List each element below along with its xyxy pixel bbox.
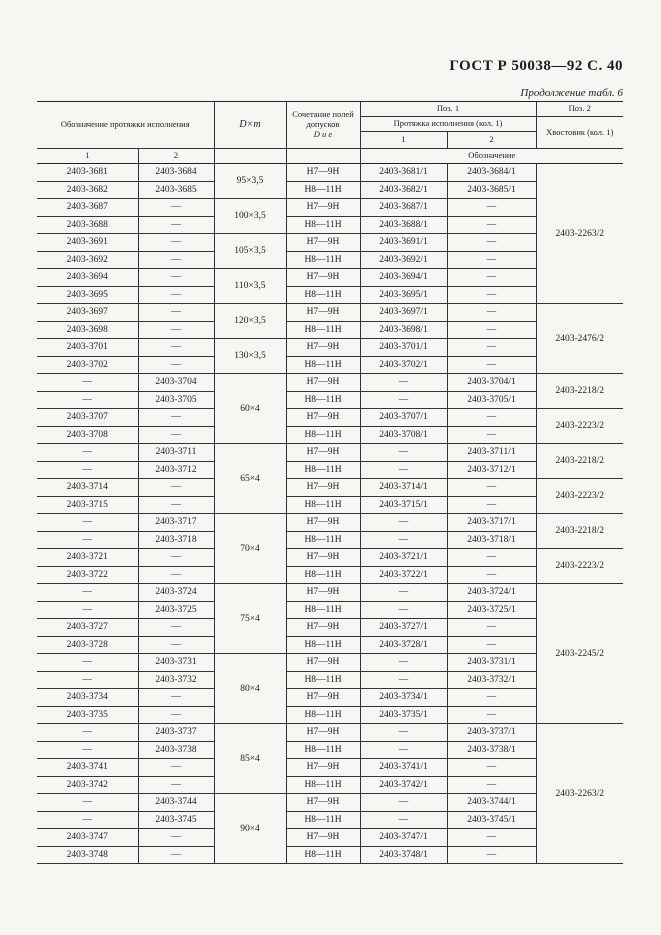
cell-pos1-col1: — [360, 461, 447, 479]
cell-designation-1: 2403-3695 [37, 286, 138, 304]
table-row [37, 619, 623, 637]
cell-pos1-col1: 2403-3688/1 [360, 216, 447, 234]
cell-shank: 2403-2223/2 [536, 549, 623, 584]
cell-pos1-col2: 2403-3738/1 [447, 741, 536, 759]
cell-tolerance: Н8—11Н [286, 181, 360, 199]
header-designation: Обозначение протяжки исполнения [37, 102, 214, 149]
cell-designation-1: 2403-3688 [37, 216, 138, 234]
cell-tolerance: Н7—9Н [286, 199, 360, 217]
cell-shank: 2403-2263/2 [536, 164, 623, 304]
cell-pos1-col1: 2403-3691/1 [360, 234, 447, 252]
header-col2: 2 [138, 149, 214, 164]
cell-designation-2: 2403-3732 [138, 671, 214, 689]
page-header: ГОСТ Р 50038—92 С. 40 [449, 58, 623, 74]
cell-designation-1: 2403-3721 [37, 549, 138, 567]
table-row [37, 409, 623, 427]
table-row [37, 269, 623, 287]
cell-tolerance: Н7—9Н [286, 339, 360, 357]
cell-designation-1: 2403-3747 [37, 829, 138, 847]
cell-pos1-col2: 2403-3731/1 [447, 654, 536, 672]
cell-pos1-col2: — [447, 636, 536, 654]
cell-pos1-col1: 2403-3722/1 [360, 566, 447, 584]
table-row [37, 304, 623, 322]
cell-tolerance: Н8—11Н [286, 741, 360, 759]
table-row [37, 741, 623, 759]
table-row [37, 671, 623, 689]
table-row [37, 496, 623, 514]
cell-designation-2: 2403-3684 [138, 164, 214, 182]
cell-shank: 2403-2223/2 [536, 409, 623, 444]
cell-tolerance: Н8—11Н [286, 531, 360, 549]
cell-designation-2: — [138, 496, 214, 514]
table-row [37, 461, 623, 479]
table-row [37, 584, 623, 602]
cell-tolerance: Н7—9Н [286, 304, 360, 322]
cell-pos1-col2: 2403-3724/1 [447, 584, 536, 602]
cell-pos1-col2: 2403-3717/1 [447, 514, 536, 532]
cell-tolerance: Н8—11Н [286, 846, 360, 864]
cell-designation-2: — [138, 356, 214, 374]
cell-tolerance: Н7—9Н [286, 724, 360, 742]
cell-pos1-col2: 2403-3744/1 [447, 794, 536, 812]
table-row [37, 811, 623, 829]
cell-shank: 2403-2218/2 [536, 374, 623, 409]
cell-tolerance: Н8—11Н [286, 251, 360, 269]
cell-tolerance: Н7—9Н [286, 374, 360, 392]
cell-pos1-col2: — [447, 216, 536, 234]
cell-pos1-col1: 2403-3747/1 [360, 829, 447, 847]
cell-shank: 2403-2245/2 [536, 584, 623, 724]
cell-designation-2: — [138, 706, 214, 724]
table-row [37, 794, 623, 812]
cell-dxm: 95×3,5 [214, 164, 286, 199]
table-row [37, 391, 623, 409]
cell-designation-2: — [138, 234, 214, 252]
cell-pos1-col1: — [360, 374, 447, 392]
header-blank-tolerance [286, 149, 360, 164]
header-tolerance-label: Сочетание полей допусков [292, 109, 354, 130]
cell-tolerance: Н8—11Н [286, 321, 360, 339]
cell-designation-2: — [138, 304, 214, 322]
cell-designation-2: 2403-3705 [138, 391, 214, 409]
cell-pos1-col1: — [360, 724, 447, 742]
cell-pos1-col1: 2403-3714/1 [360, 479, 447, 497]
cell-pos1-col2: — [447, 479, 536, 497]
table-row [37, 251, 623, 269]
cell-designation-2: — [138, 759, 214, 777]
cell-pos1-col2: 2403-3712/1 [447, 461, 536, 479]
cell-shank: 2403-2476/2 [536, 304, 623, 374]
table-row [37, 286, 623, 304]
cell-shank: 2403-2218/2 [536, 514, 623, 549]
cell-pos1-col1: 2403-3708/1 [360, 426, 447, 444]
cell-designation-1: — [37, 374, 138, 392]
table-row [37, 636, 623, 654]
cell-designation-2: — [138, 216, 214, 234]
drawing-table [37, 101, 623, 864]
cell-tolerance: Н7—9Н [286, 269, 360, 287]
cell-pos1-col2: — [447, 426, 536, 444]
cell-designation-1: 2403-3728 [37, 636, 138, 654]
cell-tolerance: Н8—11Н [286, 776, 360, 794]
cell-designation-2: 2403-3711 [138, 444, 214, 462]
cell-designation-1: — [37, 811, 138, 829]
cell-pos1-col2: — [447, 409, 536, 427]
cell-tolerance: Н7—9Н [286, 514, 360, 532]
cell-pos1-col1: — [360, 391, 447, 409]
cell-pos1-col1: — [360, 444, 447, 462]
cell-designation-1: — [37, 584, 138, 602]
cell-pos1-col2: 2403-3737/1 [447, 724, 536, 742]
cell-designation-1: 2403-3707 [37, 409, 138, 427]
cell-tolerance: Н8—11Н [286, 286, 360, 304]
cell-pos1-col2: — [447, 269, 536, 287]
cell-shank: 2403-2218/2 [536, 444, 623, 479]
cell-tolerance: Н7—9Н [286, 689, 360, 707]
cell-tolerance: Н7—9Н [286, 234, 360, 252]
cell-designation-1: — [37, 601, 138, 619]
cell-designation-1: — [37, 654, 138, 672]
cell-designation-2: — [138, 409, 214, 427]
cell-designation-2: — [138, 636, 214, 654]
cell-tolerance: Н8—11Н [286, 671, 360, 689]
cell-tolerance: Н7—9Н [286, 479, 360, 497]
cell-designation-2: — [138, 269, 214, 287]
cell-pos1-col2: 2403-3705/1 [447, 391, 536, 409]
table-row [37, 654, 623, 672]
cell-pos1-col2: 2403-3685/1 [447, 181, 536, 199]
cell-tolerance: Н8—11Н [286, 426, 360, 444]
cell-pos1-col2: — [447, 356, 536, 374]
table-body [37, 164, 623, 864]
cell-designation-1: 2403-3682 [37, 181, 138, 199]
cell-pos1-col2: — [447, 776, 536, 794]
cell-dxm: 70×4 [214, 514, 286, 584]
cell-pos1-col1: 2403-3728/1 [360, 636, 447, 654]
cell-designation-2: 2403-3685 [138, 181, 214, 199]
cell-tolerance: Н8—11Н [286, 356, 360, 374]
cell-pos1-col2: 2403-3711/1 [447, 444, 536, 462]
cell-pos1-col1: — [360, 514, 447, 532]
cell-tolerance: Н7—9Н [286, 794, 360, 812]
cell-designation-2: 2403-3718 [138, 531, 214, 549]
cell-tolerance: Н8—11Н [286, 496, 360, 514]
cell-pos1-col2: — [447, 549, 536, 567]
table-row [37, 846, 623, 864]
table-row [37, 444, 623, 462]
cell-tolerance: Н7—9Н [286, 584, 360, 602]
table-row [37, 164, 623, 182]
cell-designation-1: — [37, 724, 138, 742]
cell-pos1-col1: — [360, 601, 447, 619]
table-row [37, 356, 623, 374]
cell-tolerance: Н8—11Н [286, 461, 360, 479]
table-row [37, 514, 623, 532]
cell-dxm: 100×3,5 [214, 199, 286, 234]
cell-dxm: 105×3,5 [214, 234, 286, 269]
cell-pos1-col1: 2403-3721/1 [360, 549, 447, 567]
cell-designation-2: — [138, 479, 214, 497]
cell-dxm: 110×3,5 [214, 269, 286, 304]
cell-pos1-col1: 2403-3694/1 [360, 269, 447, 287]
cell-designation-1: 2403-3742 [37, 776, 138, 794]
cell-designation-2: 2403-3704 [138, 374, 214, 392]
cell-pos1-col2: — [447, 339, 536, 357]
cell-pos1-col2: 2403-3745/1 [447, 811, 536, 829]
cell-designation-1: 2403-3708 [37, 426, 138, 444]
table-row [37, 321, 623, 339]
header-pos2: Поз. 2 [536, 102, 623, 117]
cell-designation-1: — [37, 531, 138, 549]
table-row [37, 199, 623, 217]
table-row [37, 776, 623, 794]
cell-designation-1: 2403-3701 [37, 339, 138, 357]
cell-designation-2: 2403-3724 [138, 584, 214, 602]
cell-pos1-col1: 2403-3748/1 [360, 846, 447, 864]
cell-pos1-col2: — [447, 689, 536, 707]
header-blank-dxm [214, 149, 286, 164]
cell-shank: 2403-2263/2 [536, 724, 623, 864]
cell-pos1-col2: — [447, 251, 536, 269]
cell-pos1-col2: — [447, 304, 536, 322]
cell-tolerance: Н8—11Н [286, 216, 360, 234]
cell-designation-2: 2403-3745 [138, 811, 214, 829]
cell-designation-2: 2403-3725 [138, 601, 214, 619]
table-row [37, 339, 623, 357]
cell-designation-2: — [138, 426, 214, 444]
cell-tolerance: Н7—9Н [286, 164, 360, 182]
header-tolerance [286, 102, 360, 149]
cell-designation-2: 2403-3737 [138, 724, 214, 742]
cell-designation-2: 2403-3744 [138, 794, 214, 812]
table-row [37, 181, 623, 199]
cell-pos1-col1: — [360, 531, 447, 549]
cell-pos1-col2: 2403-3704/1 [447, 374, 536, 392]
cell-pos1-col2: — [447, 321, 536, 339]
cell-pos1-col1: 2403-3698/1 [360, 321, 447, 339]
cell-designation-1: 2403-3697 [37, 304, 138, 322]
cell-designation-1: — [37, 794, 138, 812]
cell-designation-2: — [138, 339, 214, 357]
cell-pos1-col1: 2403-3692/1 [360, 251, 447, 269]
cell-pos1-col1: 2403-3695/1 [360, 286, 447, 304]
cell-designation-2: — [138, 689, 214, 707]
cell-dxm: 130×3,5 [214, 339, 286, 374]
table-row [37, 426, 623, 444]
header-broach-exec: Протяжка исполнения (кол. 1) [360, 117, 536, 132]
cell-pos1-col1: — [360, 794, 447, 812]
table-row [37, 531, 623, 549]
cell-pos1-col1: 2403-3727/1 [360, 619, 447, 637]
cell-dxm: 80×4 [214, 654, 286, 724]
table-row [37, 216, 623, 234]
table-row [37, 549, 623, 567]
cell-pos1-col2: — [447, 846, 536, 864]
cell-designation-2: — [138, 321, 214, 339]
cell-tolerance: Н7—9Н [286, 444, 360, 462]
cell-tolerance: Н7—9Н [286, 549, 360, 567]
header-dxm: D×m [214, 102, 286, 149]
cell-pos1-col1: — [360, 671, 447, 689]
cell-designation-1: 2403-3714 [37, 479, 138, 497]
cell-pos1-col1: 2403-3701/1 [360, 339, 447, 357]
cell-designation-2: — [138, 846, 214, 864]
cell-tolerance: Н8—11Н [286, 601, 360, 619]
cell-pos1-col1: 2403-3707/1 [360, 409, 447, 427]
cell-tolerance: Н8—11Н [286, 706, 360, 724]
cell-pos1-col2: — [447, 234, 536, 252]
cell-designation-1: 2403-3741 [37, 759, 138, 777]
cell-tolerance: Н8—11Н [286, 391, 360, 409]
cell-designation-1: 2403-3722 [37, 566, 138, 584]
cell-designation-2: — [138, 566, 214, 584]
table-row [37, 706, 623, 724]
cell-pos1-col1: 2403-3682/1 [360, 181, 447, 199]
cell-pos1-col2: — [447, 496, 536, 514]
table-row [37, 234, 623, 252]
cell-tolerance: Н8—11Н [286, 811, 360, 829]
table-row [37, 566, 623, 584]
cell-designation-2: — [138, 549, 214, 567]
cell-designation-1: 2403-3734 [37, 689, 138, 707]
cell-tolerance: Н7—9Н [286, 654, 360, 672]
cell-designation-2: 2403-3731 [138, 654, 214, 672]
cell-pos1-col2: 2403-3725/1 [447, 601, 536, 619]
table-row [37, 479, 623, 497]
cell-pos1-col2: — [447, 829, 536, 847]
cell-designation-1: 2403-3692 [37, 251, 138, 269]
table-row [37, 829, 623, 847]
cell-designation-1: — [37, 741, 138, 759]
cell-pos1-col2: 2403-3718/1 [447, 531, 536, 549]
table-row [37, 689, 623, 707]
cell-pos1-col2: 2403-3732/1 [447, 671, 536, 689]
cell-tolerance: Н7—9Н [286, 409, 360, 427]
cell-pos1-col1: 2403-3741/1 [360, 759, 447, 777]
cell-dxm: 90×4 [214, 794, 286, 864]
cell-designation-1: — [37, 391, 138, 409]
header-shank: Хвостовик (кол. 1) [536, 117, 623, 149]
cell-designation-2: 2403-3738 [138, 741, 214, 759]
header-designation-short: Обозначение [360, 149, 623, 164]
cell-designation-1: 2403-3691 [37, 234, 138, 252]
cell-pos1-col1: 2403-3697/1 [360, 304, 447, 322]
cell-shank: 2403-2223/2 [536, 479, 623, 514]
header-col1: 1 [37, 149, 138, 164]
cell-tolerance: Н7—9Н [286, 619, 360, 637]
cell-pos1-col2: — [447, 286, 536, 304]
cell-pos1-col1: — [360, 584, 447, 602]
cell-designation-2: 2403-3717 [138, 514, 214, 532]
cell-designation-2: — [138, 251, 214, 269]
cell-designation-1: — [37, 514, 138, 532]
cell-designation-2: — [138, 829, 214, 847]
header-pos1: Поз. 1 [360, 102, 536, 117]
cell-designation-1: — [37, 444, 138, 462]
cell-pos1-col1: 2403-3681/1 [360, 164, 447, 182]
cell-tolerance: Н8—11Н [286, 566, 360, 584]
cell-designation-1: 2403-3694 [37, 269, 138, 287]
table-row [37, 724, 623, 742]
cell-pos1-col2: 2403-3684/1 [447, 164, 536, 182]
cell-designation-1: 2403-3735 [37, 706, 138, 724]
cell-dxm: 120×3,5 [214, 304, 286, 339]
cell-pos1-col1: — [360, 811, 447, 829]
cell-tolerance: Н7—9Н [286, 759, 360, 777]
table-continuation-label: Продолжение табл. 6 [520, 87, 623, 99]
cell-pos1-col2: — [447, 706, 536, 724]
cell-tolerance: Н7—9Н [286, 829, 360, 847]
cell-pos1-col2: — [447, 759, 536, 777]
cell-designation-1: 2403-3702 [37, 356, 138, 374]
header-tolerance-sub: D и е [313, 128, 333, 139]
table-row [37, 601, 623, 619]
cell-pos1-col1: 2403-3735/1 [360, 706, 447, 724]
cell-pos1-col2: — [447, 566, 536, 584]
cell-pos1-col2: — [447, 199, 536, 217]
cell-dxm: 75×4 [214, 584, 286, 654]
cell-pos1-col1: 2403-3687/1 [360, 199, 447, 217]
cell-designation-1: 2403-3681 [37, 164, 138, 182]
cell-designation-1: 2403-3748 [37, 846, 138, 864]
header-pos1-col2: 2 [447, 132, 536, 149]
cell-pos1-col1: — [360, 654, 447, 672]
cell-designation-1: 2403-3715 [37, 496, 138, 514]
cell-pos1-col1: 2403-3742/1 [360, 776, 447, 794]
cell-dxm: 60×4 [214, 374, 286, 444]
cell-pos1-col2: — [447, 619, 536, 637]
cell-designation-1: — [37, 461, 138, 479]
cell-pos1-col1: 2403-3702/1 [360, 356, 447, 374]
table-row [37, 374, 623, 392]
cell-designation-1: 2403-3687 [37, 199, 138, 217]
cell-designation-2: — [138, 776, 214, 794]
cell-designation-2: — [138, 199, 214, 217]
cell-dxm: 85×4 [214, 724, 286, 794]
cell-pos1-col1: 2403-3734/1 [360, 689, 447, 707]
cell-pos1-col1: 2403-3715/1 [360, 496, 447, 514]
cell-designation-1: — [37, 671, 138, 689]
cell-tolerance: Н8—11Н [286, 636, 360, 654]
table-row [37, 759, 623, 777]
cell-designation-2: — [138, 619, 214, 637]
cell-dxm: 65×4 [214, 444, 286, 514]
cell-designation-2: 2403-3712 [138, 461, 214, 479]
cell-designation-1: 2403-3698 [37, 321, 138, 339]
cell-designation-2: — [138, 286, 214, 304]
header-pos1-col1: 1 [360, 132, 447, 149]
cell-designation-1: 2403-3727 [37, 619, 138, 637]
cell-pos1-col1: — [360, 741, 447, 759]
